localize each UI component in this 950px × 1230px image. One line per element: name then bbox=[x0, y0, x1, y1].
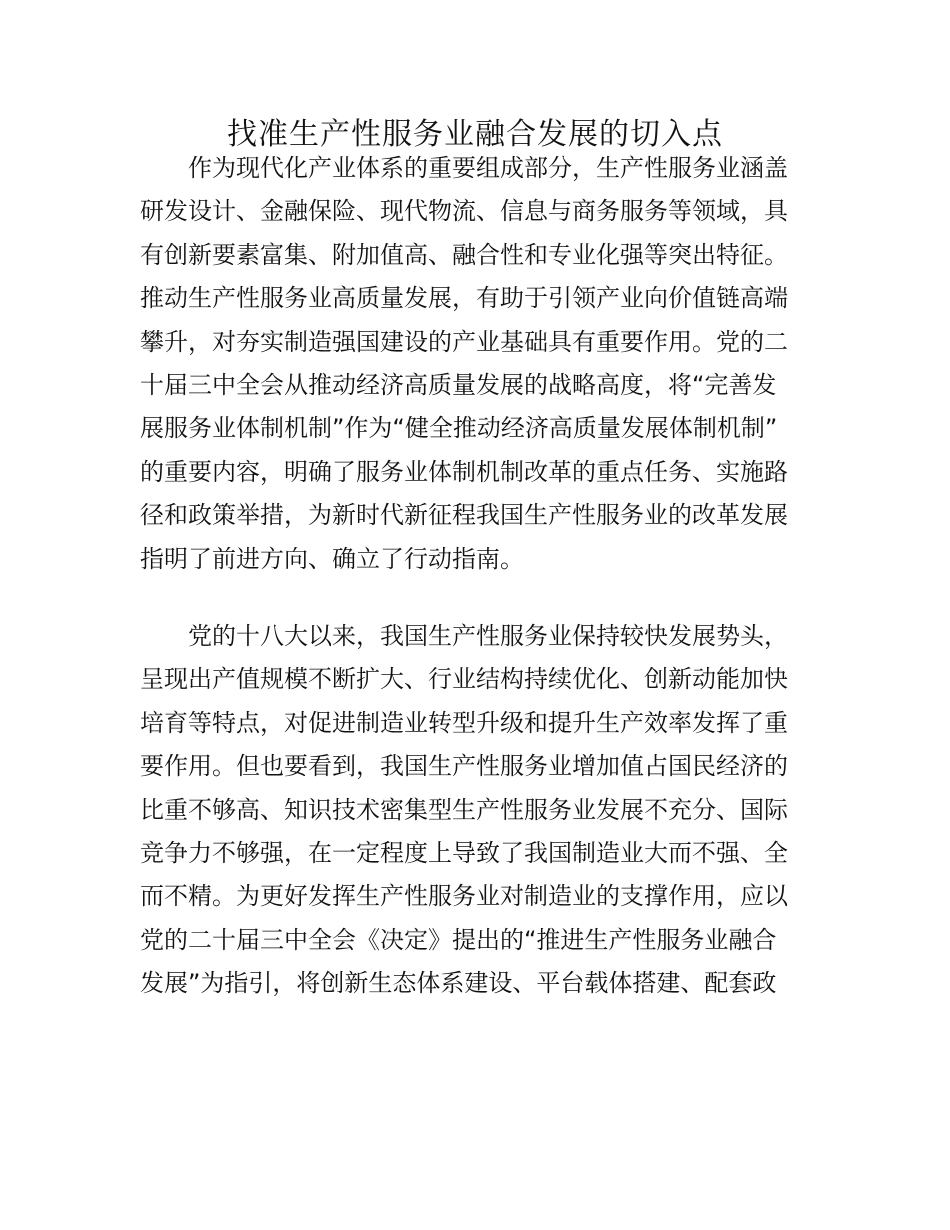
paragraph-line: 发展”为指引，将创新生态体系建设、平台载体搭建、配套政 bbox=[140, 969, 777, 998]
paragraph-line: 要作用。但也要看到，我国生产性服务业增加值占国民经济的 bbox=[140, 752, 788, 781]
paragraph-line: 的重要内容，明确了服务业体制机制改革的重点任务、实施路 bbox=[140, 457, 788, 486]
paragraph-line: 攀升，对夯实制造强国建设的产业基础具有重要作用。党的二 bbox=[140, 327, 788, 356]
paragraph-line: 比重不够高、知识技术密集型生产性服务业发展不充分、国际 bbox=[140, 795, 788, 824]
paragraph-line: 竞争力不够强，在一定程度上导致了我国制造业大而不强、全 bbox=[140, 838, 788, 867]
paragraph-line: 党的十八大以来，我国生产性服务业保持较快发展势头， bbox=[188, 622, 788, 650]
paragraph-line: 推动生产性服务业高质量发展，有助于引领产业向价值链高端 bbox=[140, 284, 788, 313]
paragraph-line: 展服务业体制机制”作为“健全推动经济高质量发展体制机制” bbox=[140, 414, 778, 443]
paragraph-line: 培育等特点，对促进制造业转型升级和提升生产效率发挥了重 bbox=[140, 708, 788, 737]
paragraph-line: 呈现出产值规模不断扩大、行业结构持续优化、创新动能加快 bbox=[140, 665, 788, 694]
paragraph-line: 径和政策举措，为新时代新征程我国生产性服务业的改革发展 bbox=[140, 501, 788, 530]
paragraph-line: 作为现代化产业体系的重要组成部分，生产性服务业涵盖 bbox=[188, 154, 788, 182]
paragraph-line: 指明了前进方向、确立了行动指南。 bbox=[140, 544, 524, 573]
paragraph-line: 研发设计、金融保险、现代物流、信息与商务服务等领域，具 bbox=[140, 197, 788, 226]
document-title: 找准生产性服务业融合发展的切入点 bbox=[227, 117, 723, 152]
paragraph-line: 而不精。为更好发挥生产性服务业对制造业的支撑作用，应以 bbox=[140, 882, 788, 911]
paragraph-line: 有创新要素富集、附加值高、融合性和专业化强等突出特征。 bbox=[140, 240, 788, 269]
paragraph-2 bbox=[140, 615, 820, 1006]
paragraph-1 bbox=[140, 147, 820, 581]
paragraph-line: 十届三中全会从推动经济高质量发展的战略高度，将“完善发 bbox=[140, 370, 777, 399]
paragraph-line: 党的二十届三中全会《决定》提出的“推进生产性服务业融合 bbox=[140, 925, 777, 954]
